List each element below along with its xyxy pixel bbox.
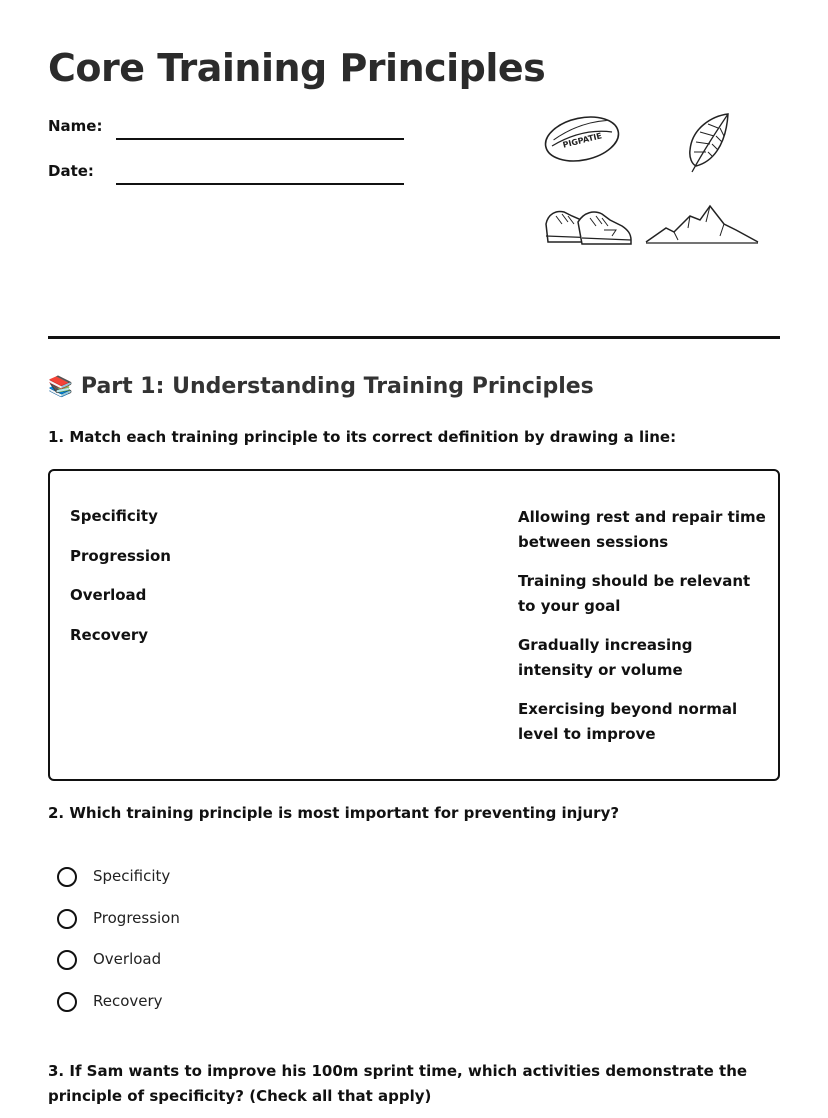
option-label: Overload xyxy=(93,950,162,968)
matching-box[interactable] xyxy=(48,469,780,781)
principle-item[interactable]: Overload xyxy=(70,586,147,604)
principle-item[interactable]: Recovery xyxy=(70,625,149,644)
principle-item[interactable]: Specificity xyxy=(70,507,158,525)
decorative-icons xyxy=(540,108,760,253)
question-2: 2. Which training principle is most important for preventing injury? xyxy=(48,804,620,822)
option-label: Specificity xyxy=(93,867,171,885)
option-overload[interactable] xyxy=(57,949,180,991)
worksheet-title: Core Training Principles xyxy=(48,46,546,90)
date-line[interactable] xyxy=(116,183,404,185)
part1-heading xyxy=(48,374,594,399)
mountain-icon xyxy=(644,202,760,248)
option-label: Progression xyxy=(93,908,180,927)
sneakers-icon xyxy=(542,202,634,248)
definition-item[interactable]: Allowing rest and repair time between sessions xyxy=(518,508,766,551)
rugby-ball-text: PIGPATIE xyxy=(561,131,603,150)
radio-button[interactable] xyxy=(57,909,77,929)
option-recovery[interactable] xyxy=(57,991,180,1033)
part1-heading-text: Part 1: Understanding Training Principles xyxy=(80,374,594,399)
option-progression[interactable] xyxy=(57,908,180,950)
option-specificity[interactable] xyxy=(57,866,180,908)
section-divider xyxy=(48,336,780,339)
principles-column xyxy=(70,505,171,663)
definition-item[interactable]: Training should be relevant to your goal xyxy=(518,572,751,615)
question-2-options xyxy=(57,866,180,1032)
definitions-column xyxy=(518,505,768,761)
books-icon: 📚 xyxy=(48,374,73,398)
rugby-ball-icon xyxy=(542,114,622,164)
leaf-icon xyxy=(682,110,734,176)
question-3: 3. If Sam wants to improve his 100m sprint time, which activities demonstrate the principle of specificity? (Check all that apply) xyxy=(48,1062,748,1105)
option-label: Recovery xyxy=(93,991,163,1010)
principle-item[interactable]: Progression xyxy=(70,546,171,565)
date-label: Date: xyxy=(48,162,94,180)
question-1: 1. Match each training principle to its correct definition by drawing a line: xyxy=(48,428,677,446)
name-label: Name: xyxy=(48,117,103,135)
radio-button[interactable] xyxy=(57,867,77,887)
name-line[interactable] xyxy=(116,138,404,140)
radio-button[interactable] xyxy=(57,992,77,1012)
definition-item[interactable]: Gradually increasing intensity or volume xyxy=(518,636,693,679)
radio-button[interactable] xyxy=(57,950,77,970)
definition-item[interactable]: Exercising beyond normal level to improve xyxy=(518,700,738,743)
